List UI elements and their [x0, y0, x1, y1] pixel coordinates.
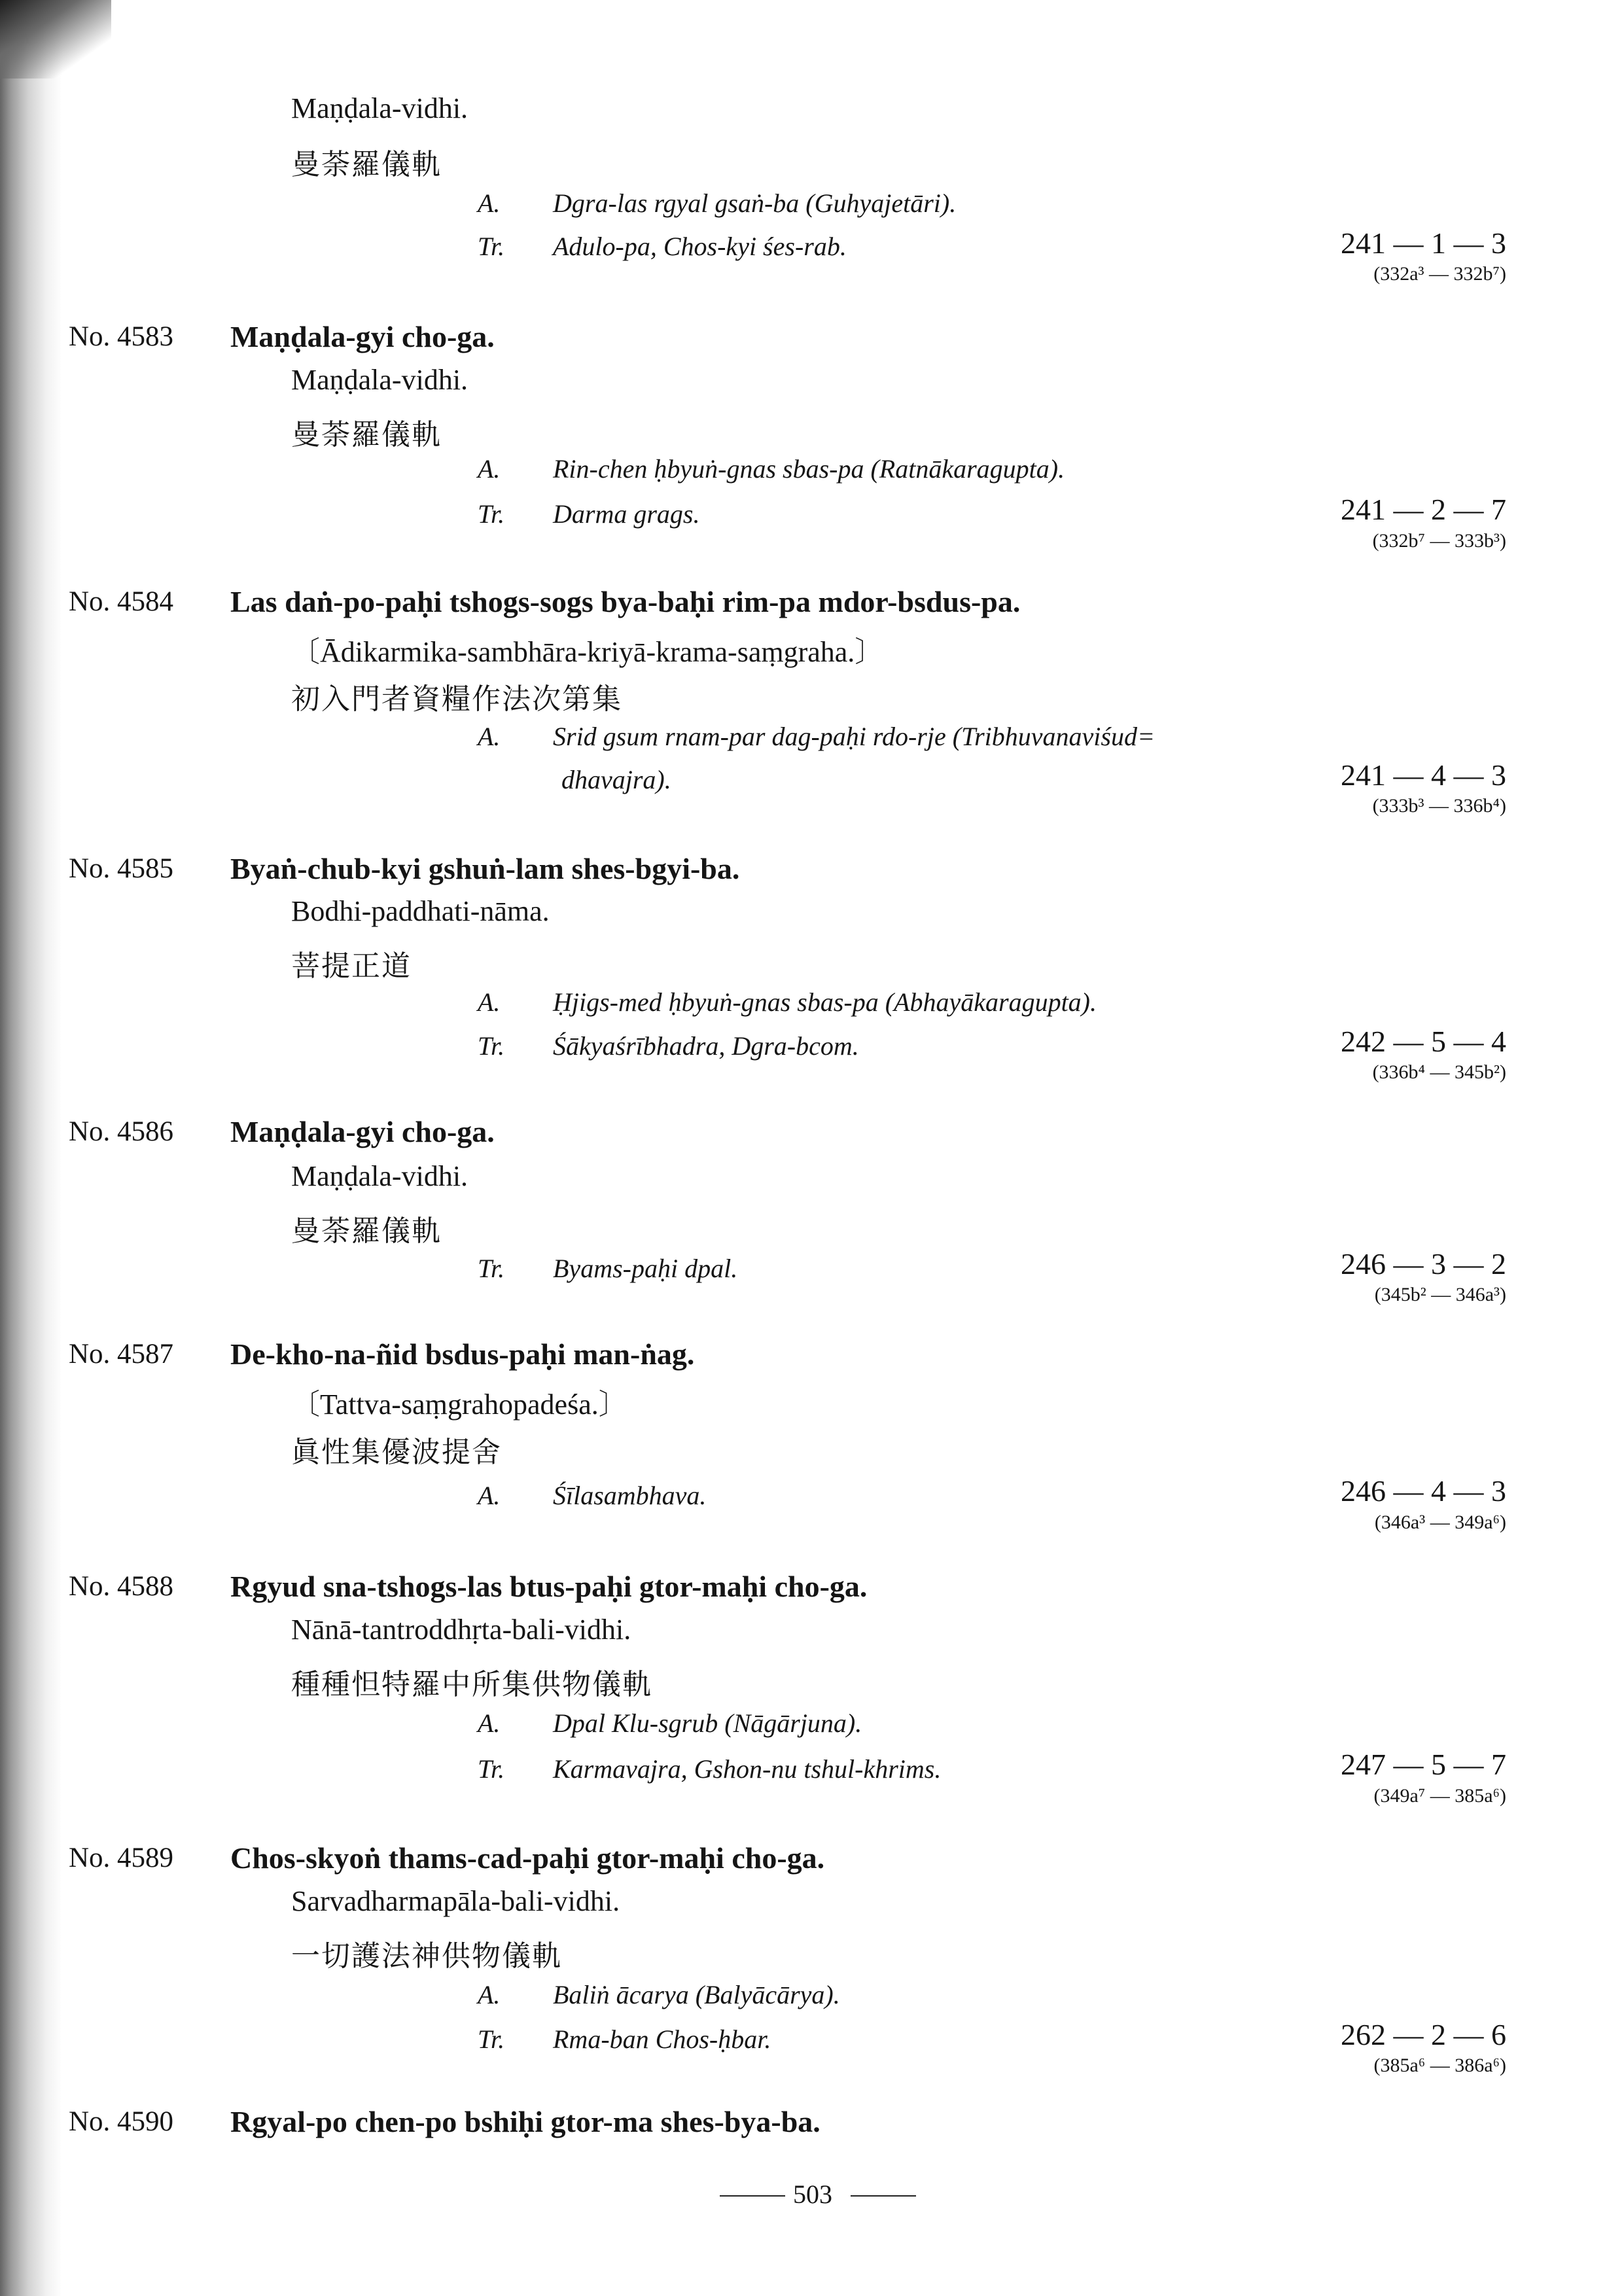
entry-attribution: Rin-chen ḥbyuṅ-gnas sbas-pa (Ratnākaragupta).: [553, 454, 1065, 484]
entry-title: Rgyal-po chen-po bshiḥi gtor-ma shes-bya-ba.: [230, 2105, 821, 2138]
entry-attribution: Darma grags.: [553, 499, 700, 529]
entry-role: A.: [478, 1481, 501, 1510]
entry-sanskrit: Bodhi-paddhati-nāma.: [291, 895, 550, 927]
entry-role: A.: [478, 1708, 501, 1738]
entry-sanskrit: Nānā-tantroddhṛta-bali-vidhi.: [291, 1614, 631, 1646]
preamble-attr-1: Dgra-las rgyal gsaṅ-ba (Guhyajetāri).: [553, 188, 957, 218]
entry-attribution: dhavajra).: [561, 765, 671, 794]
entry-sanskrit: Maṇḍala-vidhi.: [291, 364, 468, 396]
entry-ref: 241 — 4 — 3: [1341, 758, 1506, 792]
entry-attribution: Baliṅ ācarya (Balyācārya).: [553, 1980, 840, 2009]
entry-number: No. 4590: [69, 2106, 174, 2137]
entry-number: No. 4586: [69, 1116, 174, 1147]
entry-chinese: 初入門者資糧作法次第集: [291, 682, 622, 716]
entry-folio: (349a⁷ — 385a⁶): [1373, 1785, 1506, 1807]
entry-title: Chos-skyoṅ thams-cad-paḥi gtor-maḥi cho-ga.: [230, 1841, 825, 1875]
entry-folio: (345b² — 346a³): [1374, 1284, 1506, 1305]
entry-folio: (333b³ — 336b⁴): [1372, 795, 1506, 817]
entry-number: No. 4587: [69, 1339, 174, 1369]
entry-sanskrit: Sarvadharmapāla-bali-vidhi.: [291, 1885, 620, 1917]
entry-attribution: Ḥjigs-med ḥbyuṅ-gnas sbas-pa (Abhayākaragupta).: [553, 987, 1097, 1017]
entry-attribution: Rma-ban Chos-ḥbar.: [553, 2024, 771, 2054]
entry-sanskrit: 〔Tattva-saṃgrahopadeśa.〕: [291, 1388, 627, 1421]
book-corner-shadow: [0, 0, 111, 79]
entry-title: Byaṅ-chub-kyi gshuṅ-lam shes-bgyi-ba.: [230, 852, 740, 885]
preamble-ref: 241 — 1 — 3: [1341, 226, 1506, 260]
preamble-folio: (332a³ — 332b⁷): [1373, 263, 1506, 285]
entry-role: Tr.: [478, 1754, 505, 1784]
entry-ref: 246 — 4 — 3: [1341, 1474, 1506, 1508]
book-spine-shadow: [0, 0, 62, 2296]
entry-attribution: Byams-paḥi dpal.: [553, 1254, 738, 1283]
entry-folio: (385a⁶ — 386a⁶): [1373, 2055, 1506, 2076]
entry-role: A.: [478, 987, 501, 1017]
preamble-role-1: A.: [478, 188, 501, 218]
entry-chinese: 一切護法神供物儀軌: [291, 1939, 562, 1973]
entry-number: No. 4584: [69, 586, 174, 617]
entry-ref: 247 — 5 — 7: [1341, 1748, 1506, 1781]
entry-role: Tr.: [478, 499, 505, 529]
entry-title: Maṇḍala-gyi cho-ga.: [230, 320, 495, 353]
footer-rule-right: [851, 2195, 916, 2197]
entry-sanskrit: Maṇḍala-vidhi.: [291, 1160, 468, 1192]
entry-role: Tr.: [478, 1031, 505, 1061]
entry-title: Maṇḍala-gyi cho-ga.: [230, 1115, 495, 1148]
entry-folio: (332b⁷ — 333b³): [1372, 530, 1506, 552]
entry-attribution: Srid gsum rnam-par dag-paḥi rdo-rje (Tribhuvanaviśud=: [553, 722, 1155, 751]
entry-attribution: Karmavajra, Gshon-nu tshul-khrims.: [553, 1754, 942, 1784]
entry-title: Las daṅ-po-paḥi tshogs-sogs bya-baḥi rim-pa mdor-bsdus-pa.: [230, 585, 1021, 618]
entry-attribution: Śīlasambhava.: [553, 1481, 707, 1510]
entry-title: Rgyud sna-tshogs-las btus-paḥi gtor-maḥi cho-ga.: [230, 1570, 868, 1603]
entry-number: No. 4585: [69, 853, 174, 884]
entry-role: A.: [478, 1980, 501, 2009]
preamble-sanskrit: Maṇḍala-vidhi.: [291, 92, 468, 124]
entry-folio: (336b⁴ — 345b²): [1372, 1061, 1506, 1083]
entry-attribution: Śākyaśrībhadra, Dgra-bcom.: [553, 1031, 859, 1061]
page-number: 503: [793, 2180, 832, 2209]
entry-role: A.: [478, 722, 501, 751]
entry-sanskrit: 〔Ādikarmika-sambhāra-kriyā-krama-saṃgraha.〕: [291, 636, 884, 668]
entry-chinese: 曼荼羅儀軌: [291, 418, 442, 451]
entry-role: A.: [478, 454, 501, 484]
entry-number: No. 4588: [69, 1571, 174, 1602]
entry-chinese: 眞性集優波提舍: [291, 1436, 502, 1469]
entry-number: No. 4583: [69, 321, 174, 352]
entry-ref: 262 — 2 — 6: [1341, 2018, 1506, 2051]
entry-number: No. 4589: [69, 1843, 174, 1873]
entry-chinese: 曼荼羅儀軌: [291, 1214, 442, 1248]
entry-ref: 246 — 3 — 2: [1341, 1247, 1506, 1280]
entry-chinese: 種種怛特羅中所集供物儀軌: [291, 1668, 652, 1701]
footer-rule-left: [720, 2195, 785, 2197]
entry-chinese: 菩提正道: [291, 949, 412, 983]
preamble-role-2: Tr.: [478, 232, 505, 261]
preamble-chinese: 曼荼羅儀軌: [291, 148, 442, 181]
entry-title: De-kho-na-ñid bsdus-paḥi man-ṅag.: [230, 1337, 695, 1371]
entry-role: Tr.: [478, 2024, 505, 2054]
entry-ref: 242 — 5 — 4: [1341, 1025, 1506, 1058]
preamble-attr-2: Adulo-pa, Chos-kyi śes-rab.: [553, 232, 847, 261]
entry-role: Tr.: [478, 1254, 505, 1283]
entry-ref: 241 — 2 — 7: [1341, 493, 1506, 526]
entry-folio: (346a³ — 349a⁶): [1374, 1511, 1506, 1533]
entry-attribution: Dpal Klu-sgrub (Nāgārjuna).: [553, 1708, 862, 1738]
